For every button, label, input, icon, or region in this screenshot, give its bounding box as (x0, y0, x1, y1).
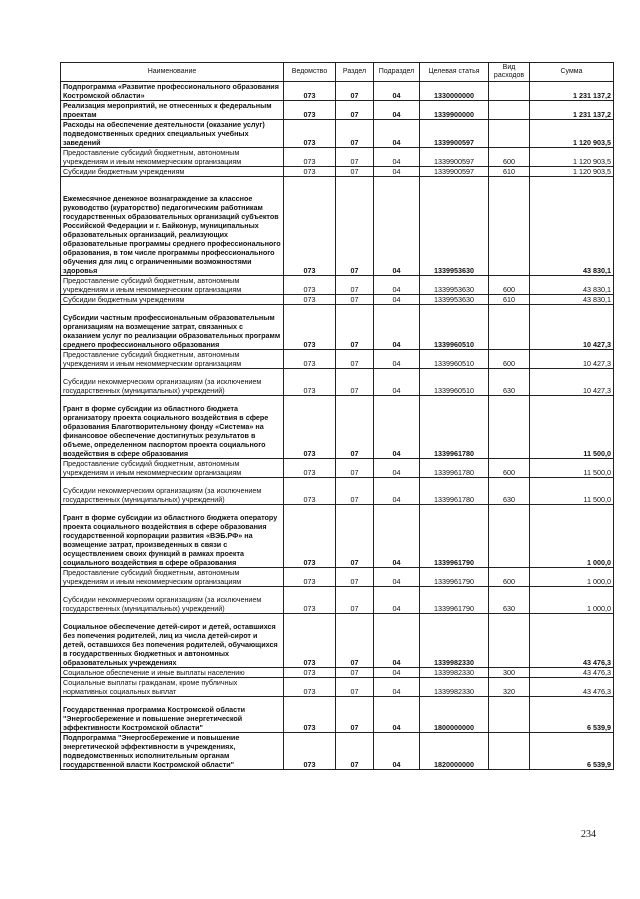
cell-target: 1339953630 (420, 276, 489, 295)
cell-name: Социальное обеспечение и иные выплаты населению (61, 668, 284, 678)
header-target: Целевая статья (420, 63, 489, 82)
table-row (61, 678, 614, 697)
cell-subsection: 04 (374, 459, 420, 478)
cell-section: 07 (336, 350, 374, 369)
cell-dept: 073 (284, 733, 336, 770)
cell-section: 07 (336, 478, 374, 505)
cell-name: Грант в форме субсидии из областного бюджета организатору проекта социального воздействия в сфере образования Благотворительному фонду «Система» на финансовое обеспечение достигнутых результатов в объеме, определенном паспортом проекта социального воздействия в сфере образования (61, 396, 284, 459)
cell-target: 1339900000 (420, 101, 489, 120)
cell-section: 07 (336, 120, 374, 148)
cell-dept: 073 (284, 614, 336, 668)
cell-dept: 073 (284, 177, 336, 276)
header-subsection: Подраздел (374, 63, 420, 82)
cell-subsection: 04 (374, 478, 420, 505)
header-dept: Ведомство (284, 63, 336, 82)
cell-target: 1339960510 (420, 350, 489, 369)
cell-sum: 1 120 903,5 (530, 148, 614, 167)
cell-name: Подпрограмма «Развитие профессионального образования Костромской области» (61, 82, 284, 101)
table-row (61, 177, 614, 276)
cell-sum: 43 476,3 (530, 668, 614, 678)
cell-section: 07 (336, 459, 374, 478)
cell-subsection: 04 (374, 167, 420, 177)
table-row (61, 295, 614, 305)
cell-target: 1339961780 (420, 459, 489, 478)
cell-dept: 073 (284, 369, 336, 396)
cell-dept: 073 (284, 101, 336, 120)
table-row (61, 101, 614, 120)
cell-exptype: 300 (489, 668, 530, 678)
table-row (61, 478, 614, 505)
cell-subsection: 04 (374, 82, 420, 101)
cell-exptype (489, 733, 530, 770)
cell-sum: 1 000,0 (530, 587, 614, 614)
cell-exptype: 600 (489, 276, 530, 295)
cell-exptype (489, 101, 530, 120)
cell-subsection: 04 (374, 614, 420, 668)
cell-section: 07 (336, 101, 374, 120)
cell-name: Грант в форме субсидии из областного бюджета оператору проекта социального воздействия в сфере образования государственной корпорации развития «ВЭБ.РФ» на возмещение затрат, произведенных в связи с осуществлением своих функций в рамках проекта социального воздействия в сфере образования (61, 505, 284, 568)
cell-name: Государственная программа Костромской области "Энергосбережение и повышение энергетической эффективности Костромской области" (61, 697, 284, 733)
cell-exptype: 600 (489, 568, 530, 587)
cell-sum: 1 231 137,2 (530, 82, 614, 101)
cell-sum: 1 231 137,2 (530, 101, 614, 120)
cell-dept: 073 (284, 587, 336, 614)
cell-sum: 43 830,1 (530, 276, 614, 295)
cell-exptype: 600 (489, 459, 530, 478)
cell-sum: 11 500,0 (530, 478, 614, 505)
cell-subsection: 04 (374, 697, 420, 733)
cell-sum: 10 427,3 (530, 305, 614, 350)
cell-target: 1339961780 (420, 396, 489, 459)
cell-target: 1339982330 (420, 668, 489, 678)
cell-subsection: 04 (374, 587, 420, 614)
cell-section: 07 (336, 697, 374, 733)
cell-target: 1339961790 (420, 505, 489, 568)
cell-sum: 10 427,3 (530, 350, 614, 369)
cell-dept: 073 (284, 120, 336, 148)
table-row (61, 148, 614, 167)
cell-section: 07 (336, 614, 374, 668)
cell-dept: 073 (284, 305, 336, 350)
cell-section: 07 (336, 82, 374, 101)
cell-sum: 6 539,9 (530, 697, 614, 733)
cell-name: Расходы на обеспечение деятельности (оказание услуг) подведомственных средних специальных учебных заведений (61, 120, 284, 148)
cell-section: 07 (336, 177, 374, 276)
cell-subsection: 04 (374, 505, 420, 568)
cell-section: 07 (336, 167, 374, 177)
table-row (61, 568, 614, 587)
cell-name: Предоставление субсидий бюджетным, автономным учреждениям и иным некоммерческим организациям (61, 459, 284, 478)
cell-target: 1339961780 (420, 478, 489, 505)
table-row (61, 505, 614, 568)
cell-dept: 073 (284, 678, 336, 697)
cell-sum: 43 830,1 (530, 177, 614, 276)
header-section: Раздел (336, 63, 374, 82)
table-body (61, 82, 614, 770)
cell-exptype: 630 (489, 369, 530, 396)
cell-subsection: 04 (374, 177, 420, 276)
cell-sum: 11 500,0 (530, 396, 614, 459)
cell-dept: 073 (284, 568, 336, 587)
cell-name: Предоставление субсидий бюджетным, автономным учреждениям и иным некоммерческим организациям (61, 148, 284, 167)
cell-subsection: 04 (374, 396, 420, 459)
cell-subsection: 04 (374, 350, 420, 369)
cell-exptype: 320 (489, 678, 530, 697)
header-sum: Сумма (530, 63, 614, 82)
table-row (61, 668, 614, 678)
cell-dept: 073 (284, 459, 336, 478)
cell-dept: 073 (284, 505, 336, 568)
page-number: 234 (581, 829, 596, 840)
cell-sum: 43 476,3 (530, 614, 614, 668)
cell-section: 07 (336, 148, 374, 167)
cell-target: 1800000000 (420, 697, 489, 733)
cell-subsection: 04 (374, 305, 420, 350)
cell-name: Субсидии некоммерческим организациям (за исключением государственных (муниципальных) учреждений) (61, 478, 284, 505)
cell-exptype: 630 (489, 478, 530, 505)
table-row (61, 369, 614, 396)
cell-dept: 073 (284, 697, 336, 733)
cell-dept: 073 (284, 148, 336, 167)
cell-exptype (489, 82, 530, 101)
cell-sum: 11 500,0 (530, 459, 614, 478)
cell-dept: 073 (284, 82, 336, 101)
budget-table (60, 62, 614, 770)
cell-exptype: 610 (489, 167, 530, 177)
cell-section: 07 (336, 369, 374, 396)
cell-dept: 073 (284, 350, 336, 369)
cell-subsection: 04 (374, 295, 420, 305)
cell-exptype (489, 697, 530, 733)
cell-target: 1339982330 (420, 614, 489, 668)
cell-subsection: 04 (374, 276, 420, 295)
cell-dept: 073 (284, 478, 336, 505)
cell-sum: 43 476,3 (530, 678, 614, 697)
cell-section: 07 (336, 396, 374, 459)
table-row (61, 276, 614, 295)
cell-name: Реализация мероприятий, не отнесенных к федеральным проектам (61, 101, 284, 120)
cell-target: 1339953630 (420, 177, 489, 276)
cell-exptype: 600 (489, 350, 530, 369)
cell-section: 07 (336, 505, 374, 568)
cell-name: Предоставление субсидий бюджетным, автономным учреждениям и иным некоммерческим организациям (61, 568, 284, 587)
table-row (61, 459, 614, 478)
cell-sum: 1 000,0 (530, 568, 614, 587)
cell-name: Субсидии частным профессиональным образовательным организациям на возмещение затрат, связанных с оказанием услуг по реализации образовательных программ среднего профессионального образования (61, 305, 284, 350)
table-row (61, 614, 614, 668)
table-row (61, 733, 614, 770)
table-row (61, 305, 614, 350)
table-header (61, 63, 614, 82)
cell-name: Субсидии бюджетным учреждениям (61, 167, 284, 177)
table-row (61, 82, 614, 101)
table-row (61, 167, 614, 177)
cell-name: Субсидии некоммерческим организациям (за исключением государственных (муниципальных) учреждений) (61, 369, 284, 396)
cell-name: Социальное обеспечение детей-сирот и детей, оставшихся без попечения родителей, лиц из числа детей-сирот и детей, оставшихся без попечения родителей, обучающихся в государственных бюджетных и автономных образовательных учреждениях (61, 614, 284, 668)
cell-section: 07 (336, 568, 374, 587)
table-row (61, 350, 614, 369)
cell-target: 1820000000 (420, 733, 489, 770)
cell-subsection: 04 (374, 668, 420, 678)
cell-target: 1330000000 (420, 82, 489, 101)
cell-name: Предоставление субсидий бюджетным, автономным учреждениям и иным некоммерческим организациям (61, 276, 284, 295)
cell-dept: 073 (284, 276, 336, 295)
cell-target: 1339900597 (420, 148, 489, 167)
cell-name: Предоставление субсидий бюджетным, автономным учреждениям и иным некоммерческим организациям (61, 350, 284, 369)
cell-exptype (489, 614, 530, 668)
cell-exptype: 630 (489, 587, 530, 614)
cell-exptype (489, 177, 530, 276)
cell-target: 1339982330 (420, 678, 489, 697)
cell-sum: 1 120 903,5 (530, 120, 614, 148)
cell-dept: 073 (284, 396, 336, 459)
cell-sum: 1 120 903,5 (530, 167, 614, 177)
cell-name: Социальные выплаты гражданам, кроме публичных нормативных социальных выплат (61, 678, 284, 697)
cell-subsection: 04 (374, 120, 420, 148)
cell-section: 07 (336, 276, 374, 295)
cell-section: 07 (336, 668, 374, 678)
cell-target: 1339953630 (420, 295, 489, 305)
cell-subsection: 04 (374, 369, 420, 396)
header-name: Наименование (61, 63, 284, 82)
cell-name: Подпрограмма "Энергосбережение и повышение энергетической эффективности в учреждениях, подведомственных исполнительным органам государственной власти Костромской области" (61, 733, 284, 770)
cell-subsection: 04 (374, 568, 420, 587)
cell-exptype: 600 (489, 148, 530, 167)
cell-dept: 073 (284, 668, 336, 678)
cell-target: 1339900597 (420, 167, 489, 177)
cell-section: 07 (336, 305, 374, 350)
cell-sum: 6 539,9 (530, 733, 614, 770)
cell-dept: 073 (284, 295, 336, 305)
cell-target: 1339960510 (420, 369, 489, 396)
cell-target: 1339960510 (420, 305, 489, 350)
cell-exptype: 610 (489, 295, 530, 305)
cell-target: 1339961790 (420, 568, 489, 587)
cell-subsection: 04 (374, 678, 420, 697)
cell-sum: 43 830,1 (530, 295, 614, 305)
table-row (61, 587, 614, 614)
cell-name: Субсидии бюджетным учреждениям (61, 295, 284, 305)
table-row (61, 120, 614, 148)
cell-exptype (489, 120, 530, 148)
cell-exptype (489, 305, 530, 350)
cell-target: 1339961790 (420, 587, 489, 614)
cell-subsection: 04 (374, 148, 420, 167)
cell-exptype (489, 505, 530, 568)
cell-sum: 10 427,3 (530, 369, 614, 396)
header-exptype: Вид расходов (489, 63, 530, 82)
cell-name: Ежемесячное денежное вознаграждение за классное руководство (кураторство) педагогическим работникам государственных образовательных организаций субъектов Российской Федерации и г. Байконур, муниципальных образовательных организаций, реализующих образовательные программы среднего профессионального образования, в том числе программы профессионального обучения для лиц с ограниченными возможностями здоровья (61, 177, 284, 276)
table-row (61, 697, 614, 733)
cell-section: 07 (336, 733, 374, 770)
cell-target: 1339900597 (420, 120, 489, 148)
cell-subsection: 04 (374, 101, 420, 120)
cell-sum: 1 000,0 (530, 505, 614, 568)
table-row (61, 396, 614, 459)
cell-section: 07 (336, 587, 374, 614)
cell-name: Субсидии некоммерческим организациям (за исключением государственных (муниципальных) учреждений) (61, 587, 284, 614)
cell-section: 07 (336, 678, 374, 697)
cell-section: 07 (336, 295, 374, 305)
cell-dept: 073 (284, 167, 336, 177)
cell-subsection: 04 (374, 733, 420, 770)
cell-exptype (489, 396, 530, 459)
